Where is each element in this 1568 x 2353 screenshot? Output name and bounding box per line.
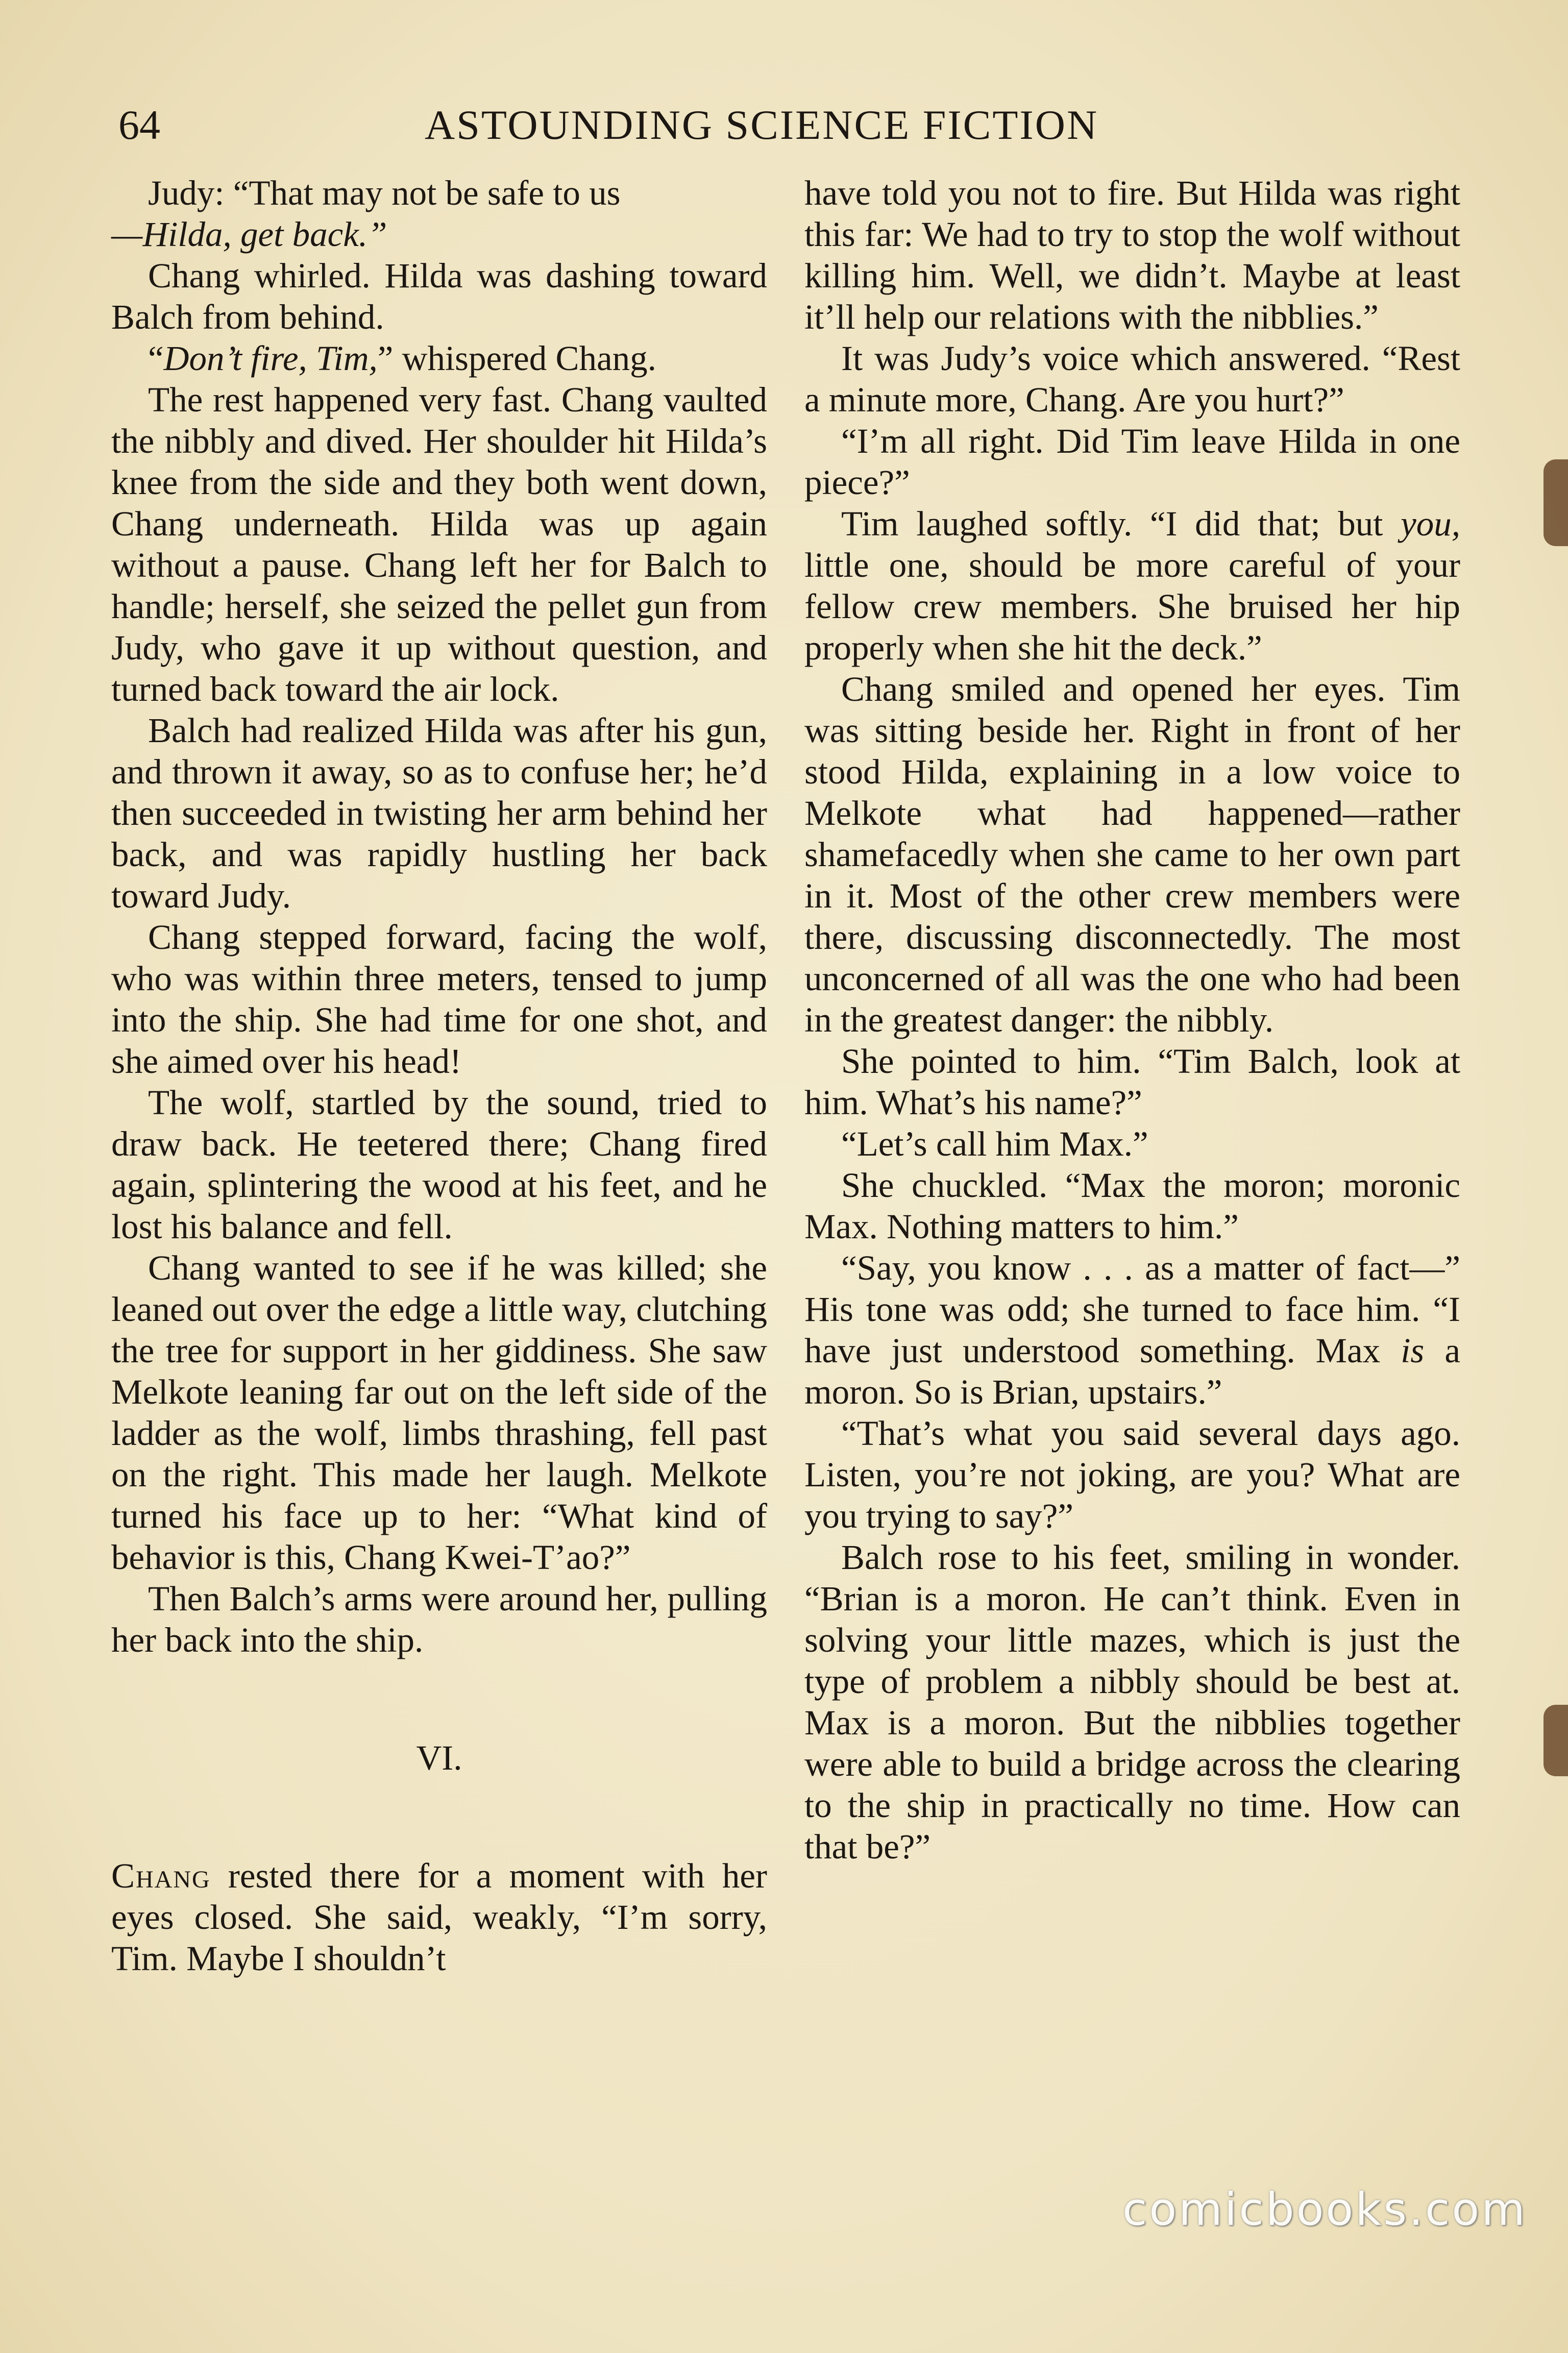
paragraph: Judy: “That may not be safe to us —Hilda, get back.” — [111, 174, 621, 254]
paragraph: She chuckled. “Max the moron; moronic Max. Nothing matters to him.” — [804, 1166, 1460, 1246]
page-number: 64 — [118, 102, 160, 148]
paragraph: Chang rested there for a moment with her eyes closed. She said, weakly, “I’m sorry, Tim. Maybe I shouldn’t — [111, 1856, 767, 1978]
paragraph: “Don’t fire, Tim,” whispered Chang. — [148, 339, 656, 378]
page-header — [118, 97, 1170, 153]
page-edge-stain — [1544, 1705, 1568, 1776]
paragraph: Then Balch’s arms were around her, pulling her back into the ship. — [111, 1579, 767, 1659]
paragraph: “I’m all right. Did Tim leave Hilda in one piece?” — [804, 422, 1460, 502]
paragraph: “That’s what you said several days ago. Listen, you’re not joking, are you? What are you trying to say?” — [804, 1414, 1460, 1535]
paragraph: Tim laughed softly. “I did that; but you, little one, should be more careful of your fellow crew members. She bruised her hip properly when she hit the deck.” — [804, 504, 1460, 667]
paragraph: Chang wanted to see if he was killed; she leaned out over the edge a little way, clutching the tree for support in her giddiness. She saw Melkote leaning far out on the left side of the ladder as the wolf, limbs thrashing, fell past on the right. This made her laugh. Melkote turned his face up to her: “What kind of behavior is this, Chang Kwei-T’ao?” — [111, 1248, 767, 1577]
paragraph: Chang smiled and opened her eyes. Tim was sitting beside her. Right in front of her stood Hilda, explaining in a low voice to Melkote what had happened—rather shamefacedly when she came to her own part in it. Most of the other crew members were there, discussing disconnectedly. The most unconcerned of all was the one who had been in the greatest danger: the nibbly. — [804, 670, 1460, 1039]
paragraph: She pointed to him. “Tim Balch, look at him. What’s his name?” — [804, 1042, 1460, 1122]
paragraph: The rest happened very fast. Chang vaulted the nibbly and dived. Her shoulder hit Hilda’s knee from the side and they both went down, Chang underneath. Hilda was up again without a pause. Chang left her for Balch to handle; herself, she seized the pellet gun from Judy, who gave it up without question, and turned back toward the air lock. — [111, 380, 767, 708]
running-title: ASTOUNDING SCIENCE FICTION — [425, 102, 1099, 148]
paragraph: have told you not to fire. But Hilda was right this far: We had to try to stop the wolf without killing him. Well, we didn’t. Maybe at least it’ll help our relations with the nibblies.” — [804, 174, 1460, 336]
paragraph: Balch rose to his feet, smiling in wonder. “Brian is a moron. He can’t think. Even in solving your little mazes, which is just the type of problem a nibbly should be best at. Max is a moron. But the nibblies together were able to build a bridge across the clearing to the ship in practically no time. How can that be?” — [804, 1538, 1460, 1866]
paragraph: It was Judy’s voice which answered. “Rest a minute more, Chang. Are you hurt?” — [804, 339, 1460, 419]
right-column — [804, 173, 1460, 1868]
paragraph: Chang stepped forward, facing the wolf, who was within three meters, tensed to jump into the ship. She had time for one shot, and she aimed over his head! — [111, 918, 767, 1081]
page-edge-stain — [1544, 459, 1568, 546]
left-column — [111, 173, 767, 1979]
paragraph: The wolf, startled by the sound, tried to draw back. He teetered there; Chang fired again, splintering the wood at his feet, and he lost his balance and fell. — [111, 1083, 767, 1246]
paragraph: Balch had realized Hilda was after his gun, and thrown it away, so as to confuse her; he’d then succeeded in twisting her arm behind her back, and was rapidly hustling her back toward Judy. — [111, 711, 767, 915]
section-heading: VI. — [416, 1738, 462, 1777]
paragraph: “Let’s call him Max.” — [841, 1124, 1148, 1163]
watermark: comicbooks.com — [1122, 2183, 1527, 2236]
paragraph: “Say, you know . . . as a matter of fact—” His tone was odd; she turned to face him. “I have just understood something. Max is a moron. So is Brian, upstairs.” — [804, 1248, 1460, 1411]
paragraph: Chang whirled. Hilda was dashing toward Balch from behind. — [111, 256, 767, 336]
